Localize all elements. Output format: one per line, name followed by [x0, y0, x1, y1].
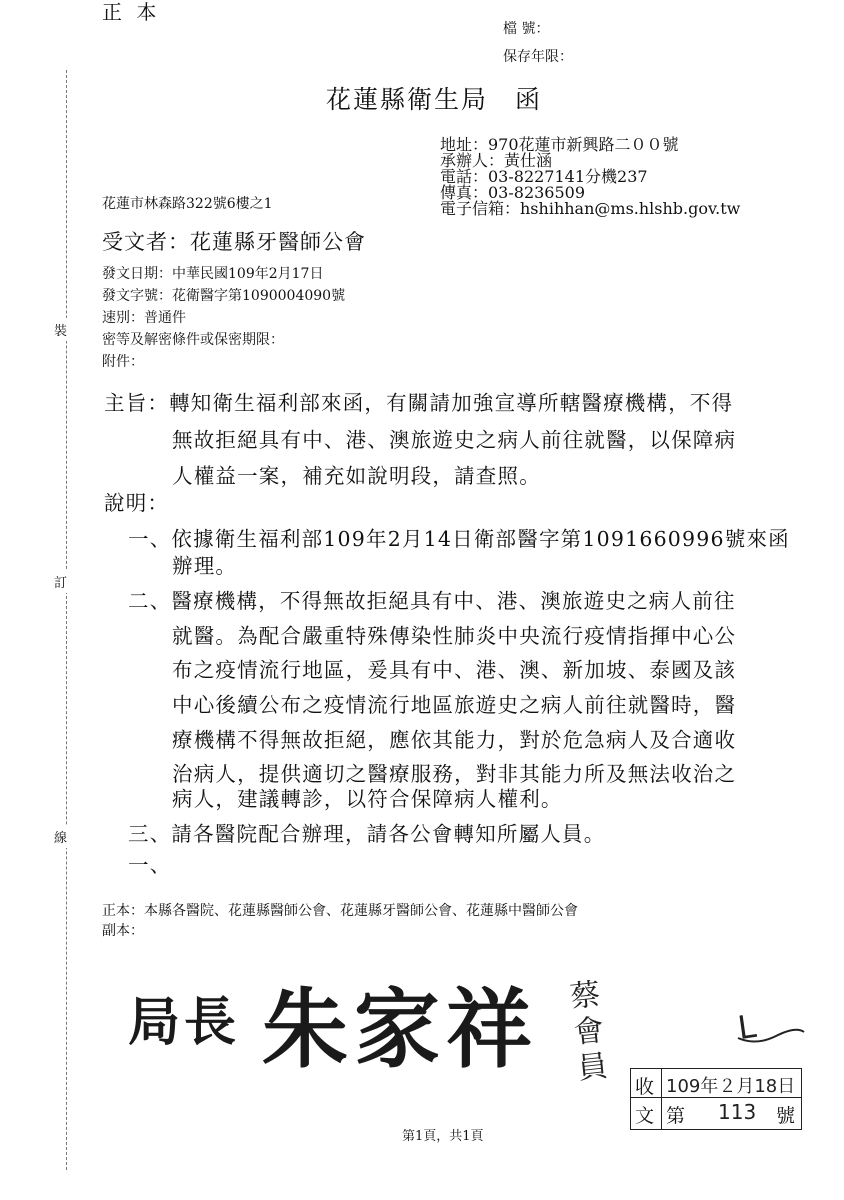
- speed-class: 速別：普通件: [102, 310, 186, 326]
- subject-line-1: 主旨：轉知衛生福利部來函，有關請加強宣導所轄醫療機構，不得: [104, 391, 734, 415]
- item4-line: 一、: [128, 853, 172, 877]
- item2-line-3: 布之疫情流行地區，爰具有中、港、澳、新加坡、泰國及該: [172, 658, 737, 682]
- subject-line-2: 無故拒絕具有中、港、澳旅遊史之病人前往就醫，以保障病: [172, 428, 737, 452]
- sender-fax: 傳真：03-8236509: [440, 183, 586, 202]
- handwritten-note: 蔡會員: [568, 977, 610, 1087]
- binding-line: [66, 70, 67, 1170]
- margin-mark-zhuang: 裝: [54, 318, 67, 341]
- sender-phone: 電話：03-8227141分機237: [440, 167, 648, 186]
- subject-line-3: 人權益一案，補充如說明段，請查照。: [172, 464, 541, 488]
- item2-line-2: 就醫。為配合嚴重特殊傳染性肺炎中央流行疫情指揮中心公: [172, 624, 737, 648]
- margin-mark-xian: 線: [54, 825, 67, 848]
- page-number: 第1頁，共1頁: [402, 1129, 484, 1144]
- item2-line-6: 治病人，提供適切之醫療服務，對非其能力所及無法收治之: [172, 762, 737, 786]
- distribution-main: 正本：本縣各醫院、花蓮縣醫師公會、花蓮縣牙醫師公會、花蓮縣中醫師公會: [102, 903, 578, 919]
- item2-line-1: 二、醫療機構，不得無故拒絕具有中、港、澳旅遊史之病人前往: [128, 589, 736, 613]
- item2-line-7: 病人，建議轉診，以符合保障病人權利。: [172, 787, 563, 811]
- handwritten-initial: L: [735, 1006, 759, 1048]
- recipient-address: 花蓮市林森路322號6樓之1: [102, 196, 273, 212]
- item3-line: 三、請各醫院配合辦理，請各公會轉知所屬人員。: [128, 822, 606, 846]
- sender-email: 電子信箱：hshihhan@ms.hlshb.gov.tw: [440, 199, 741, 218]
- item2-line-5: 療機構不得無故拒絕，應依其能力，對於危急病人及合適收: [172, 728, 737, 752]
- stamp-receive-label: 收: [635, 1076, 655, 1098]
- copy-mark: 正 本: [102, 0, 161, 24]
- director-title: 局長: [128, 992, 241, 1053]
- stamp-received-date: 109年２月18日: [666, 1076, 796, 1097]
- item1-line-2: 辦理。: [172, 554, 238, 578]
- handwritten-flourish: [736, 1018, 806, 1048]
- file-number-label: 檔 號：: [503, 21, 550, 37]
- stamp-number-suffix: 號: [776, 1105, 796, 1127]
- sender-contact: 承辦人：黃仕涵: [440, 151, 553, 170]
- secrecy-level: 密等及解密條件或保密期限：: [102, 332, 284, 348]
- stamp-doc-label: 文: [635, 1105, 655, 1127]
- distribution-copy: 副本：: [102, 923, 144, 939]
- sender-address: 地址：970花蓮市新興路二００號: [440, 135, 679, 154]
- item2-line-4: 中心後續公布之疫情流行地區旅遊史之病人前往就醫時，醫: [172, 693, 737, 717]
- explanation-label: 說明：: [104, 491, 170, 515]
- attachment-label: 附件：: [102, 354, 144, 370]
- retention-label: 保存年限：: [503, 49, 573, 65]
- director-name: 朱家祥: [262, 979, 538, 1080]
- stamp-number: 113: [718, 1100, 757, 1124]
- document-number: 發文字號：花衛醫字第1090004090號: [102, 288, 346, 304]
- document-title: 花蓮縣衛生局 函: [326, 85, 543, 114]
- stamp-number-prefix: 第: [666, 1105, 686, 1127]
- item1-line-1: 一、依據衛生福利部109年2月14日衛部醫字第1091660996號來函: [128, 527, 790, 551]
- margin-mark-ding: 訂: [54, 570, 67, 593]
- recipient-name: 受文者：花蓮縣牙醫師公會: [102, 230, 366, 254]
- issue-date: 發文日期：中華民國109年2月17日: [102, 266, 324, 282]
